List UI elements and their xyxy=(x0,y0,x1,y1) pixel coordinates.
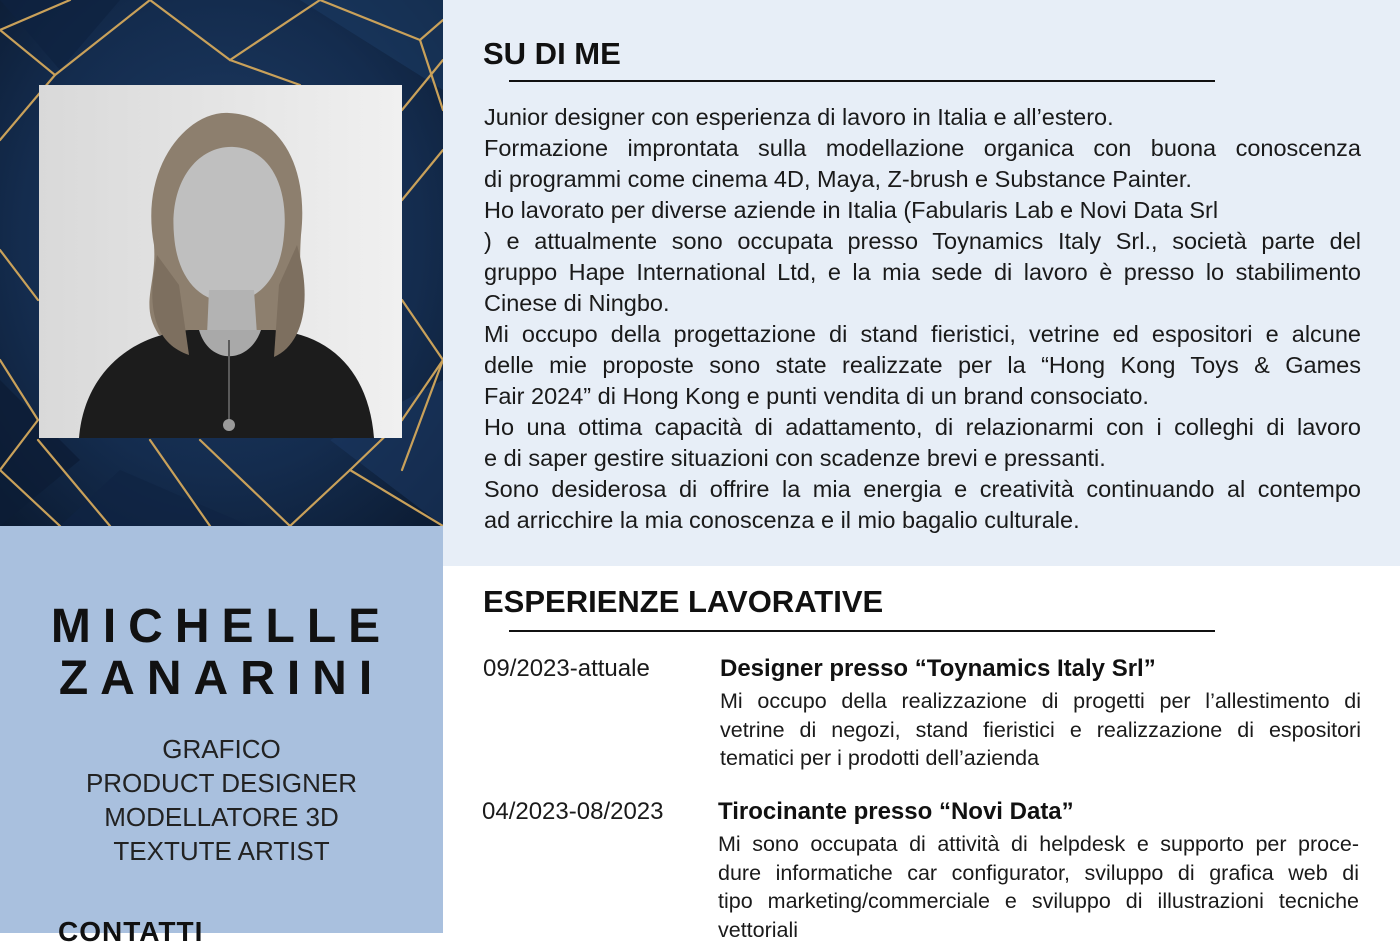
description-line: tematici per i prodotti dell’azienda xyxy=(720,746,1040,770)
experience-description xyxy=(720,687,1361,773)
about-line: Ho una ottima capacità di adattamento, di relazionarmi con i colleghi di lavoro xyxy=(484,414,1361,440)
about-divider xyxy=(509,80,1215,82)
profile-info-panel xyxy=(0,526,443,947)
description-line: tipo marketing/commerciale e sviluppo di illustrazioni tecniche xyxy=(718,889,1359,913)
contacts-heading: CONTATTI xyxy=(58,916,204,947)
description-line: vetrine di negozi, stand fieristici e realizzazione di espositori xyxy=(720,717,1361,742)
about-text xyxy=(484,102,1361,536)
experience-date: 04/2023-08/2023 xyxy=(482,798,664,825)
experience-role: Designer presso “Toynamics Italy Srl” xyxy=(720,655,1156,682)
about-line: Sono desiderosa di offrire la mia energia e creatività continuando al contempo xyxy=(484,476,1361,502)
about-section xyxy=(443,0,1400,566)
about-line: Junior designer con esperienza di lavoro in Italia e all’estero. xyxy=(484,104,1114,130)
description-line: Mi sono occupata di attività di helpdesk e supporto per proce- xyxy=(718,832,1359,856)
about-line: Formazione improntata sulla modellazione organica con buona conoscenza xyxy=(484,135,1361,161)
experience-date: 09/2023-attuale xyxy=(483,655,650,682)
role-item: MODELLATORE 3D xyxy=(104,802,339,832)
geometric-background-art xyxy=(0,0,443,526)
role-item: GRAFICO xyxy=(162,734,281,764)
experience-divider xyxy=(509,630,1215,632)
last-name: ZANARINI xyxy=(58,652,385,705)
about-line: di programmi come cinema 4D, Maya, Z-brush e Substance Painter. xyxy=(484,166,1192,192)
about-line: gruppo Hape International Ltd, e la mia sede di lavoro è presso lo stabilimento xyxy=(484,259,1361,285)
description-line: vettoriali xyxy=(718,917,799,942)
description-line: Mi occupo della realizzazione di progetti per l’allestimento di xyxy=(720,689,1361,713)
about-line: ad arricchire la mia conoscenza e il mio bagalio culturale. xyxy=(484,507,1080,533)
experience-heading: ESPERIENZE LAVORATIVE xyxy=(483,584,884,619)
role-item: TEXTUTE ARTIST xyxy=(113,836,330,866)
about-line: e di saper gestire situazioni con scadenze brevi e pressanti. xyxy=(484,445,1106,471)
about-heading: SU DI ME xyxy=(483,36,621,71)
about-line: Mi occupo della progettazione di stand fieristici, vetrine ed espositori e alcune xyxy=(484,321,1361,347)
profile-column xyxy=(0,0,443,947)
about-line: ) e attualmente sono occupata presso Toynamics Italy Srl., società parte del xyxy=(484,228,1361,254)
experience-description xyxy=(718,830,1359,944)
experience-role: Tirocinante presso “Novi Data” xyxy=(718,798,1074,825)
about-line: Ho lavorato per diverse aziende in Italia (Fabularis Lab e Novi Data Srl xyxy=(484,197,1219,223)
about-line: Fair 2024” di Hong Kong e punti vendita di un brand consociato. xyxy=(484,383,1149,409)
role-item: PRODUCT DESIGNER xyxy=(85,768,358,798)
description-line: dure informatiche car configurator, sviluppo di grafica web di xyxy=(718,860,1359,885)
about-line: Cinese di Ningbo. xyxy=(484,290,670,316)
roles-list xyxy=(0,732,443,868)
first-name: MICHELLE xyxy=(50,600,393,653)
experience-section xyxy=(443,566,1400,942)
profile-photo xyxy=(39,85,402,438)
about-line: delle mie proposte sono state realizzate per la “Hong Kong Toys & Games xyxy=(484,352,1361,378)
